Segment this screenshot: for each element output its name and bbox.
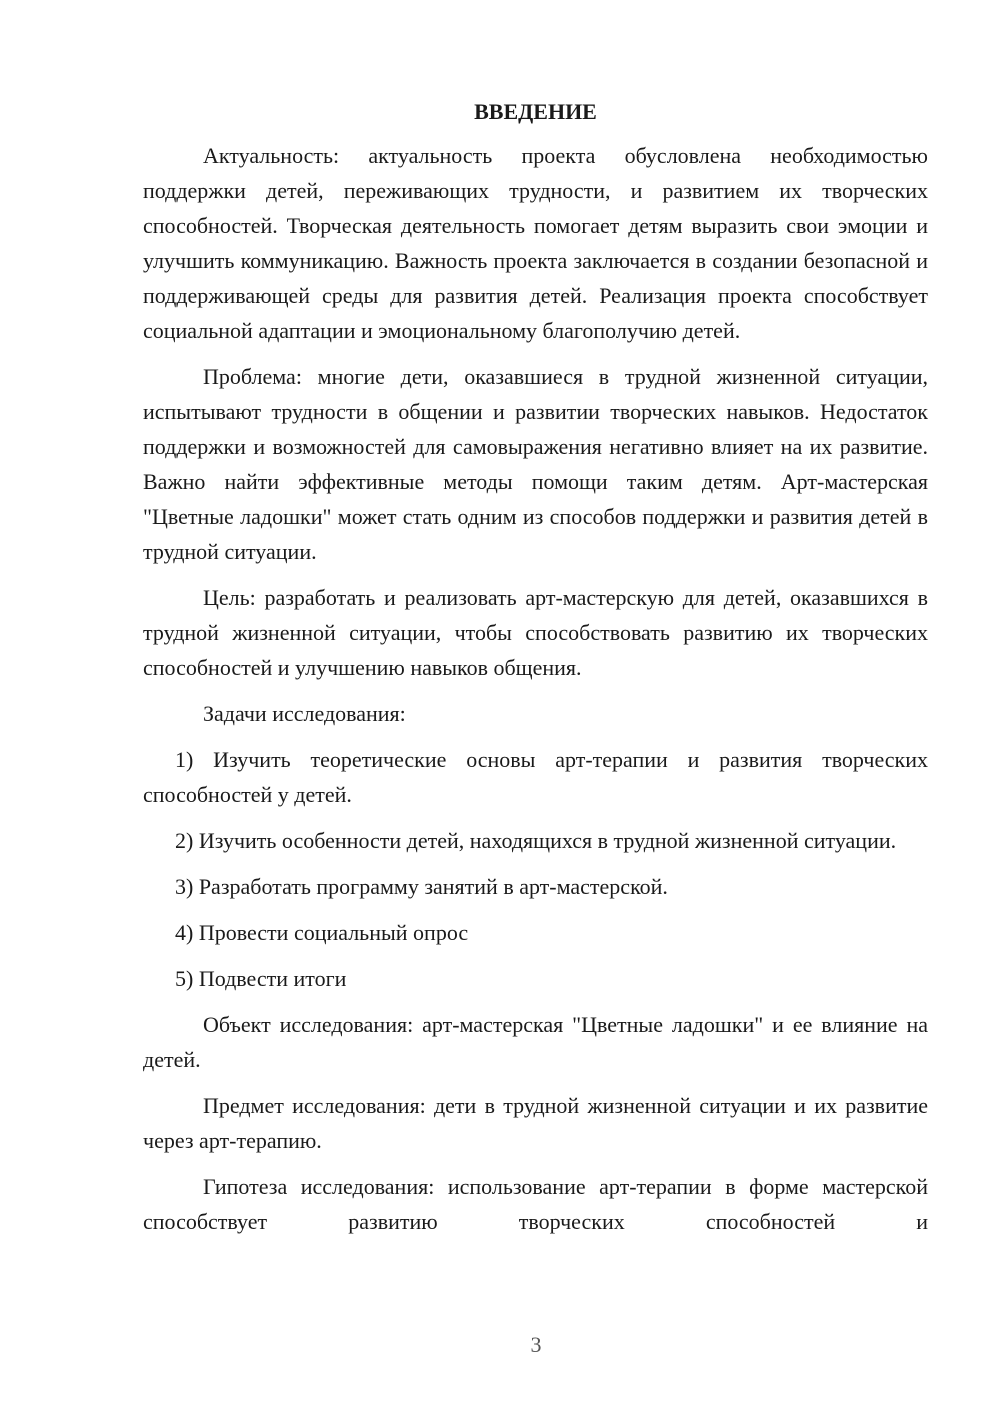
- subject-paragraph: Предмет исследования: дети в трудной жизненной ситуации и их развитие через арт-терапию.: [143, 1093, 928, 1153]
- task-item: 2) Изучить особенности детей, находящихся в трудной жизненной ситуации.: [175, 828, 897, 853]
- page-number: 3: [530, 1332, 542, 1357]
- object-paragraph: Объект исследования: арт-мастерская "Цветные ладошки" и ее влияние на детей.: [143, 1012, 928, 1072]
- hypothesis-paragraph: Гипотеза исследования: использование арт-терапии в форме мастерской способствует развитию творческих способностей и: [143, 1174, 928, 1234]
- relevance-paragraph: Актуальность: актуальность проекта обусловлена необходимостью поддержки детей, переживающих трудности, и развитием их творческих способностей. Творческая деятельность помогает детям выразить свои эмоции и улучшить коммуникацию. Важность проекта заключается в создании безопасной и поддерживающей среды для развития детей. Реализация проекта способствует социальной адаптации и эмоциональному благополучию детей.: [143, 143, 928, 343]
- task-item: 4) Провести социальный опрос: [175, 920, 469, 945]
- task-item: 1) Изучить теоретические основы арт-терапии и развития творческих способностей у детей.: [143, 747, 928, 807]
- task-item: 5) Подвести итоги: [175, 966, 347, 991]
- section-heading: ВВЕДЕНИЕ: [474, 99, 597, 124]
- problem-paragraph: Проблема: многие дети, оказавшиеся в трудной жизненной ситуации, испытывают трудности в общении и развитии творческих навыков. Недостаток поддержки и возможностей для самовыражения негативно влияет на их развитие. Важно найти эффективные методы помощи таким детям. Арт-мастерская "Цветные ладошки" может стать одним из способов поддержки и развития детей в трудной ситуации.: [143, 364, 928, 564]
- task-item: 3) Разработать программу занятий в арт-мастерской.: [175, 874, 668, 899]
- goal-paragraph: Цель: разработать и реализовать арт-мастерскую для детей, оказавшихся в трудной жизненной ситуации, чтобы способствовать развитию их творческих способностей и улучшению навыков общения.: [143, 585, 928, 680]
- tasks-title: Задачи исследования:: [203, 701, 406, 726]
- document-page: [143, 96, 928, 1250]
